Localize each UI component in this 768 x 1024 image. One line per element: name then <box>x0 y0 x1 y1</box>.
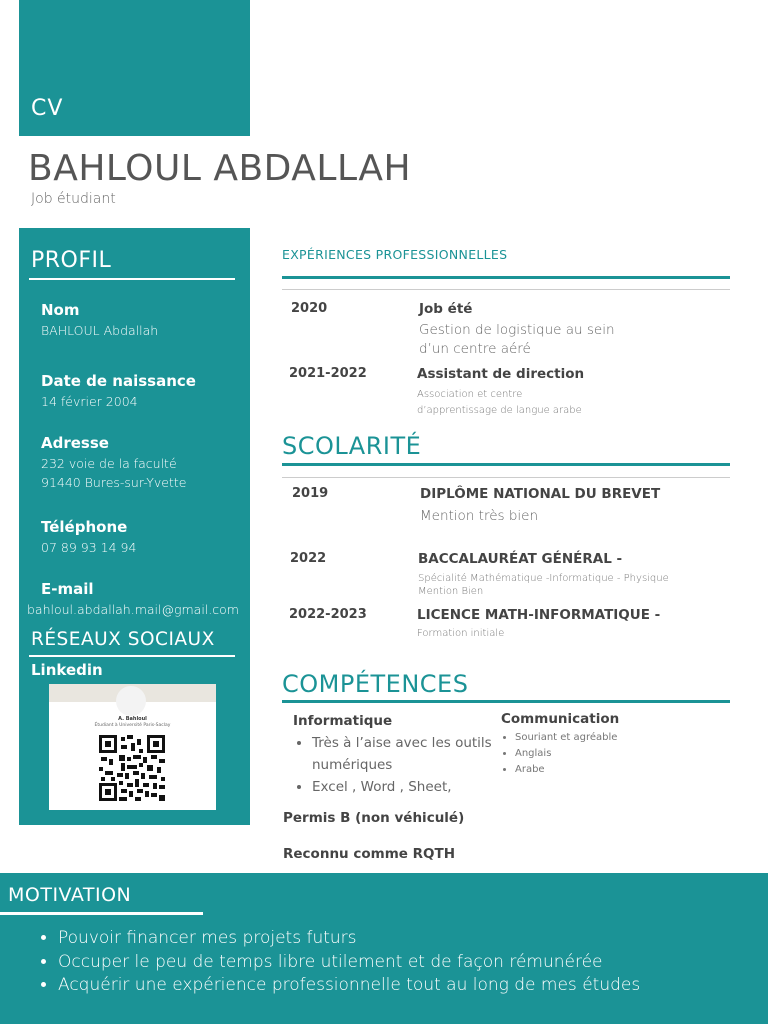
education-year-1: 2019 <box>292 486 329 501</box>
list-item: • Occuper le peu de temps libre utilement et de façon rémunérée <box>58 951 640 975</box>
it-skills-list <box>294 732 512 798</box>
social-title: RÉSEAUX SOCIAUX <box>31 629 215 650</box>
education-underline <box>282 463 730 466</box>
address-line1: 232 voie de la faculté <box>41 456 177 471</box>
education-divider <box>282 477 730 478</box>
birthdate-value: 14 février 2004 <box>41 394 138 409</box>
education-year-2: 2022 <box>290 551 327 566</box>
education-desc-2a: Spécialité Mathématique -Informatique - Physique <box>418 573 669 584</box>
phone-label: Téléphone <box>41 518 128 536</box>
linkedin-label[interactable]: Linkedin <box>31 661 103 679</box>
profil-title: PROFIL <box>31 248 112 273</box>
list-item: • Acquérir une expérience professionnelle tout au long de mes études <box>58 974 640 998</box>
list-item: • Souriant et agréable <box>515 730 715 746</box>
cv-label: CV <box>31 96 64 121</box>
person-name: BAHLOUL ABDALLAH <box>28 148 412 189</box>
education-title-2: BACCALAURÉAT GÉNÉRAL - <box>418 551 623 567</box>
rqth-status: Reconnu comme RQTH <box>283 846 456 862</box>
driving-license: Permis B (non véhiculé) <box>283 810 465 826</box>
experience-desc-2b: d’apprentissage de langue arabe <box>417 405 582 416</box>
job-subtitle: Job étudiant <box>31 191 116 207</box>
list-item: • Excel , Word , Sheet, <box>312 776 512 798</box>
phone-value: 07 89 93 14 94 <box>41 540 137 555</box>
address-line2: 91440 Bures-sur-Yvette <box>41 475 187 490</box>
social-underline <box>29 655 235 657</box>
education-desc-2b: Mention Bien <box>418 586 484 597</box>
experience-desc-1b: d’un centre aéré <box>419 341 531 357</box>
linkedin-qr-card[interactable] <box>49 684 216 810</box>
qr-code-icon <box>99 735 165 801</box>
email-label: E-mail <box>41 580 94 598</box>
experience-desc-2a: Association et centre <box>417 389 523 400</box>
experience-title: EXPÉRIENCES PROFESSIONNELLES <box>282 247 508 262</box>
experience-title-1: Job été <box>419 301 473 317</box>
skills-title: COMPÉTENCES <box>282 670 469 698</box>
experience-desc-1a: Gestion de logistique au sein <box>419 322 615 338</box>
communication-title: Communication <box>501 711 620 727</box>
education-title: SCOLARITÉ <box>282 432 422 460</box>
experience-year-1: 2020 <box>291 301 328 316</box>
profil-underline <box>29 278 235 280</box>
education-desc-3: Formation initiale <box>417 628 505 639</box>
list-item: • Anglais <box>515 746 715 762</box>
list-item: • Pouvoir financer mes projets futurs <box>58 927 640 951</box>
qr-card-name: A. Bahloul <box>118 716 147 722</box>
name-label: Nom <box>41 301 80 319</box>
experience-title-2: Assistant de direction <box>417 366 585 382</box>
communication-list <box>501 730 715 778</box>
education-title-1: DIPLÔME NATIONAL DU BREVET <box>420 486 661 502</box>
motivation-list <box>36 927 640 998</box>
it-skills-title: Informatique <box>293 713 393 729</box>
experience-underline <box>282 276 730 279</box>
list-item: • Très à l’aise avec les outils numériques <box>312 732 512 776</box>
birthdate-label: Date de naissance <box>41 372 196 390</box>
experience-divider <box>282 289 730 290</box>
education-desc-1: Mention très bien <box>420 508 539 524</box>
motivation-underline <box>0 912 203 915</box>
email-value[interactable]: bahloul.abdallah.mail@gmail.com <box>27 602 239 617</box>
experience-year-2: 2021-2022 <box>289 366 367 381</box>
education-year-3: 2022-2023 <box>289 607 367 622</box>
motivation-title: MOTIVATION <box>8 884 132 906</box>
address-label: Adresse <box>41 434 109 452</box>
list-item: • Arabe <box>515 762 715 778</box>
avatar <box>116 686 146 716</box>
qr-card-subtitle: Étudiant à Université Paris-Saclay <box>94 723 171 728</box>
education-title-3: LICENCE MATH-INFORMATIQUE - <box>417 607 661 623</box>
skills-underline <box>282 700 730 703</box>
name-value: BAHLOUL Abdallah <box>41 323 159 338</box>
